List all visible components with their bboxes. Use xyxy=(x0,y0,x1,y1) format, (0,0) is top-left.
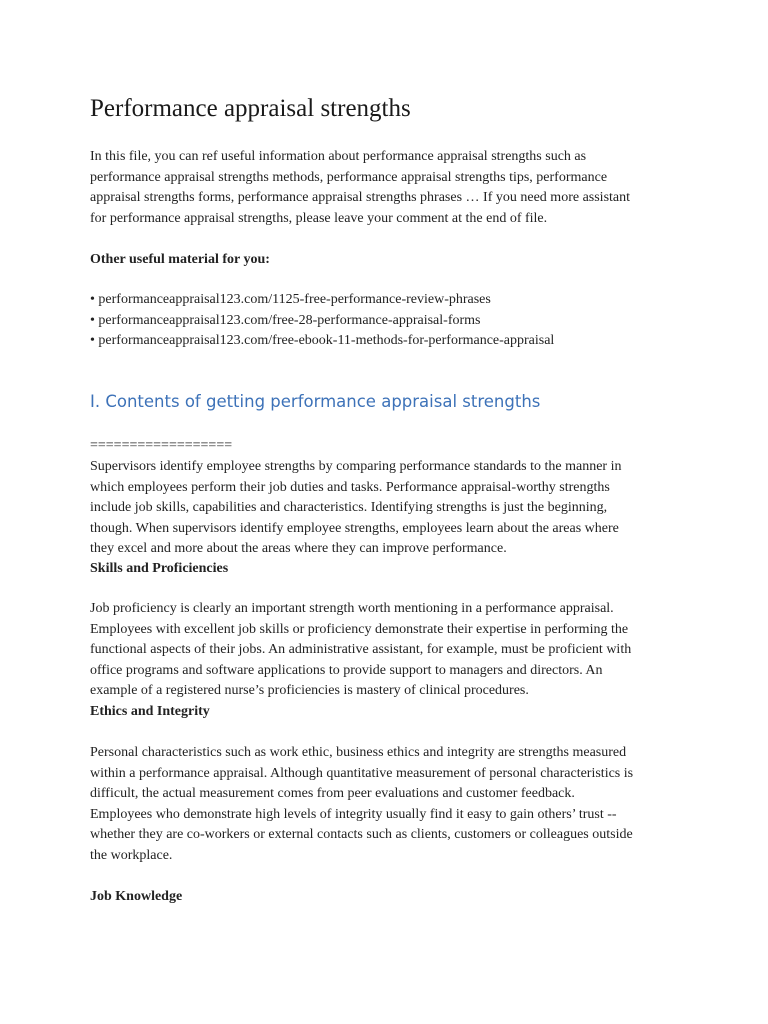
ethics-heading: Ethics and Integrity xyxy=(90,704,210,719)
paragraph-line: Supervisors identify employee strengths by comparing performance standards to the manner in xyxy=(90,459,622,474)
paragraph-line: which employees perform their job duties and tasks. Performance appraisal-worthy strengths xyxy=(90,479,610,495)
paragraph-line: within a performance appraisal. Although quantitative measurement of personal characteristics is xyxy=(90,765,634,781)
useful-links-list xyxy=(90,290,690,352)
section-heading: I. Contents of getting performance appraisal strengths xyxy=(90,392,541,411)
paragraph-line: functional aspects of their jobs. An administrative assistant, for example, must be proficient with xyxy=(90,642,632,657)
paragraph-line: example of a registered nurse’s proficiencies is mastery of clinical procedures. xyxy=(90,683,529,698)
paragraph-line: though. When supervisors identify employee strengths, employees learn about the areas where xyxy=(90,520,619,536)
paragraph-line: Personal characteristics such as work ethic, business ethics and integrity are strengths measured xyxy=(90,745,627,760)
page-title: Performance appraisal strengths xyxy=(90,95,411,122)
intro-line: for performance appraisal strengths, please leave your comment at the end of file. xyxy=(90,210,548,226)
paragraph-line: they excel and more about the areas where they can improve performance. xyxy=(90,541,507,556)
useful-link[interactable]: • performanceappraisal123.com/free-28-performance-appraisal-forms xyxy=(90,312,481,328)
paragraph-line: difficult, the actual measurement comes from peer evaluations and customer feedback. xyxy=(90,786,575,801)
paragraph-line: office programs and software applications to provide support to managers and directors. An xyxy=(90,662,603,678)
paragraph-line: Job proficiency is clearly an important strength worth mentioning in a performance appraisal. xyxy=(90,601,614,616)
strengths-paragraph xyxy=(90,457,690,560)
intro-line: appraisal strengths forms, performance appraisal strengths phrases … If you need more assistant xyxy=(90,190,631,205)
paragraph-line: Employees with excellent job skills or proficiency demonstrate their expertise in performing the xyxy=(90,621,629,637)
intro-line: performance appraisal strengths methods, performance appraisal strengths tips, performance xyxy=(90,169,608,185)
skills-heading: Skills and Proficiencies xyxy=(90,561,229,576)
paragraph-line: Employees who demonstrate high levels of integrity usually find it easy to gain others’ trust -- xyxy=(90,806,617,822)
paragraph-line: include job skills, capabilities and characteristics. Identifying strengths is just the beginning, xyxy=(90,500,608,515)
intro-paragraph xyxy=(90,147,690,229)
useful-link[interactable]: • performanceappraisal123.com/free-ebook-11-methods-for-performance-appraisal xyxy=(90,333,555,348)
job-knowledge-heading: Job Knowledge xyxy=(90,889,183,904)
paragraph-line: whether they are co-workers or external contacts such as clients, customers or colleagues outside xyxy=(90,827,633,842)
section-divider: ================== xyxy=(90,438,233,453)
paragraph-line: the workplace. xyxy=(90,847,173,863)
useful-link[interactable]: • performanceappraisal123.com/1125-free-performance-review-phrases xyxy=(90,292,491,307)
intro-line: In this file, you can ref useful information about performance appraisal strengths such as xyxy=(90,149,587,164)
other-material-heading: Other useful material for you: xyxy=(90,252,270,267)
skills-paragraph xyxy=(90,599,690,702)
ethics-paragraph xyxy=(90,743,690,866)
